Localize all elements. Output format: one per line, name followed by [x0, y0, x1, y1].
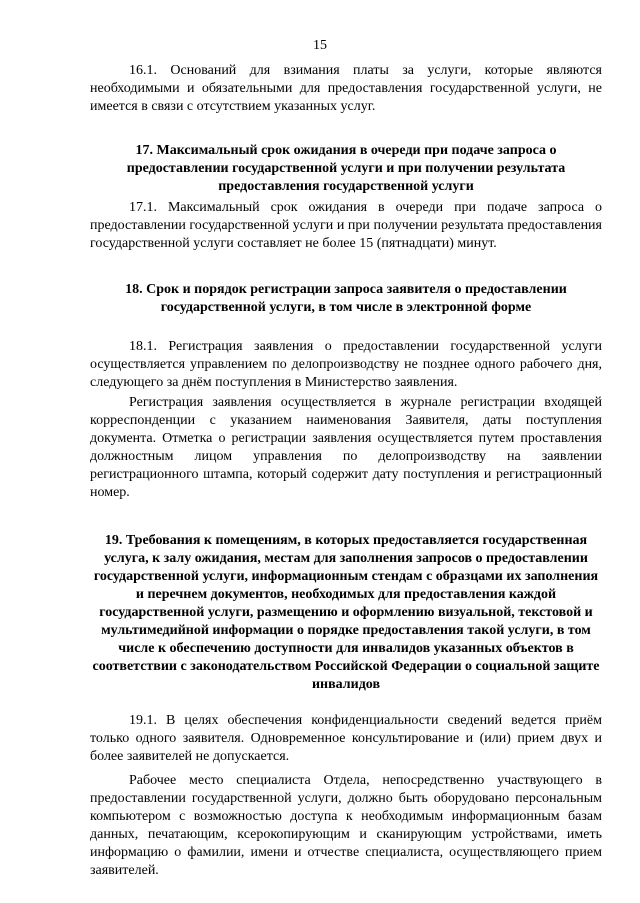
paragraph-19-2: Рабочее место специалиста Отдела, непосредственно участвующего в предоставлении государственной услуги, должно быть оборудовано персональным компьютером с возможностью доступа к необходимым информационным базам данных, печатающим, ксерокопирующим и сканирующим устройствами, иметь информацию о фамилии, имени и отчестве специалиста, осуществляющего прием заявителей.	[90, 773, 602, 878]
paragraph-19-1: 19.1. В целях обеспечения конфиденциальности сведений ведется приём только одного заявителя. Одновременное консультирование и (или) прием двух и более заявителей не допускается.	[90, 713, 602, 764]
paragraph-17-1: 17.1. Максимальный срок ожидания в очереди при подаче запроса о предоставлении государственной услуги и при получении результата предоставления государственной услуги составляет не более 15 (пятнадцати) минут.	[90, 200, 602, 251]
page-number: 15	[313, 38, 327, 53]
section-heading-19: 19. Требования к помещениям, в которых предоставляется государственная услуга, к залу ожидания, местам для заполнения запросов о предоставлении государственной услуги, информационным стендам с образцами их заполнения и перечнем документов, необходимых для предоставления каждой государственной услуги, размещению и оформлению визуальной, текстовой и мультимедийной информации о порядке предоставления такой услуги, в том числе к обеспечению доступности для инвалидов указанных объектов в соответствии с законодательством Российской Федерации о социальной защите инвалидов	[92, 533, 600, 692]
paragraph-18-1: 18.1. Регистрация заявления о предоставлении государственной услуги осуществляется управлением по делопроизводству не позднее одного рабочего дня, следующего за днём поступления в Министерство заявления.	[90, 339, 602, 390]
section-heading-17: 17. Максимальный срок ожидания в очереди при подаче запроса о предоставлении государственной услуги и при получении результата предоставления государственной услуги	[126, 143, 566, 194]
section-heading-18: 18. Срок и порядок регистрации запроса заявителя о предоставлении государственной услуги, в том числе в электронной форме	[125, 282, 567, 315]
paragraph-18-2: Регистрация заявления осуществляется в журнале регистрации входящей корреспонденции с указанием наименования Заявителя, даты поступления документа. Отметка о регистрации заявления осуществляется путем проставления должностным лицом управления по делопроизводству на заявлении регистрационного штампа, который содержит дату поступления и регистрационный номер.	[90, 395, 602, 500]
document-body	[90, 62, 602, 880]
paragraph-16-1: 16.1. Оснований для взимания платы за услуги, которые являются необходимыми и обязательными для предоставления государственной услуги, не имеется в связи с отсутствием указанных услуг.	[90, 63, 602, 114]
